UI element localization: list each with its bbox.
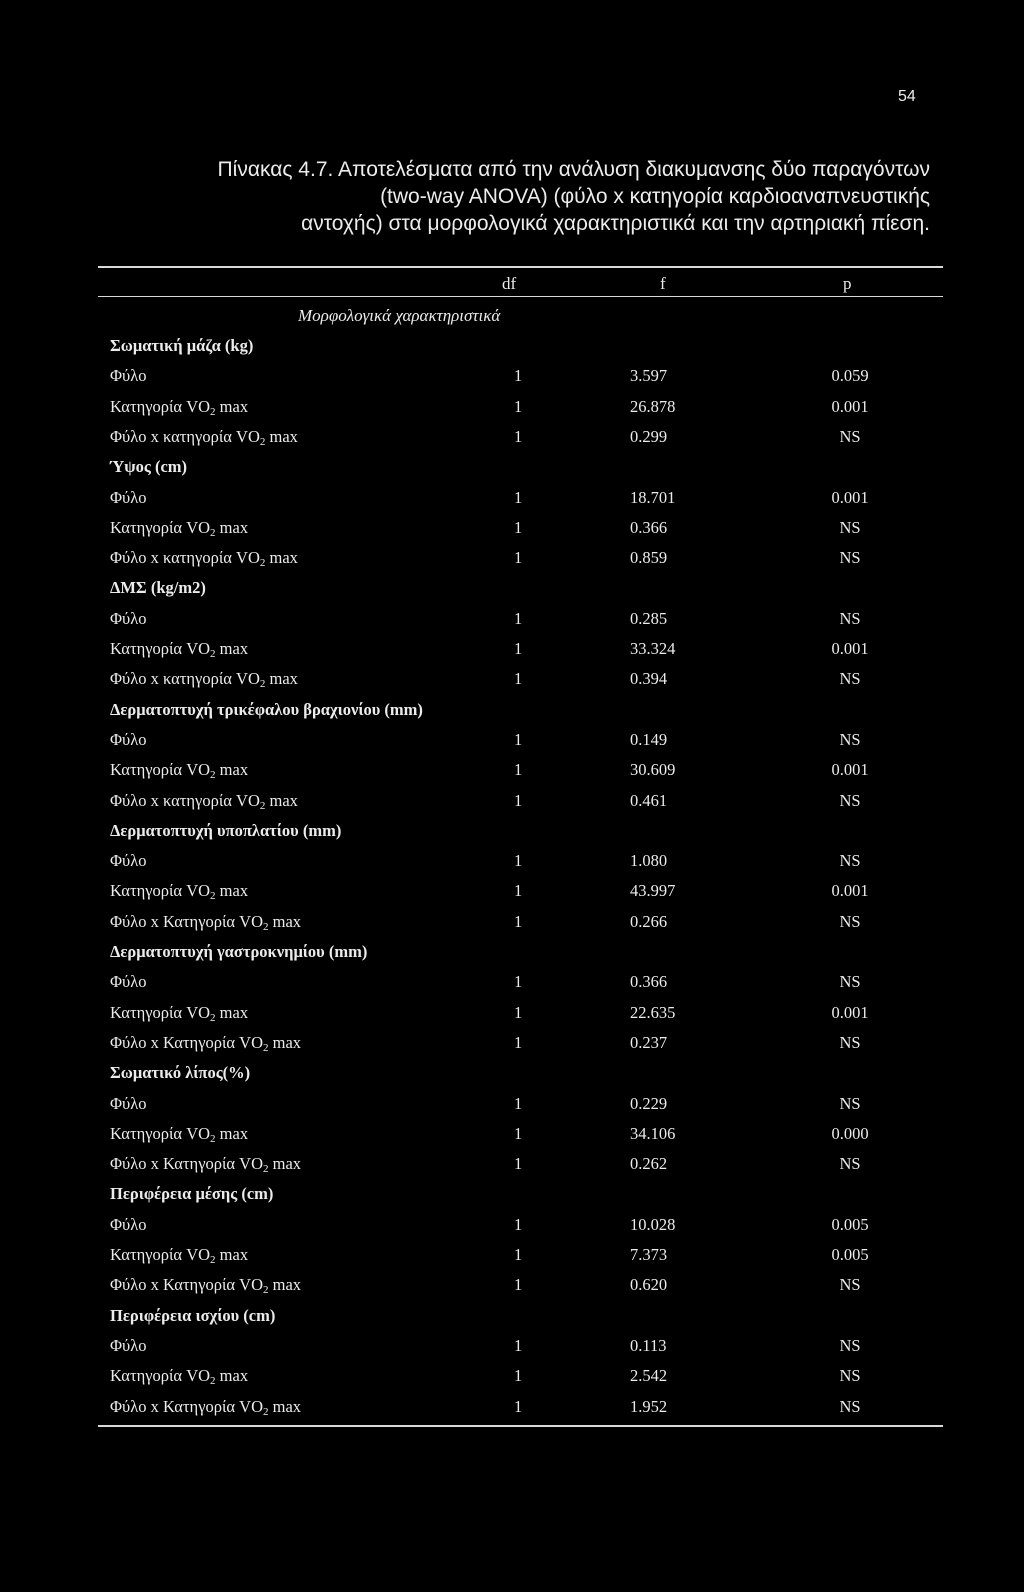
table-row: [0, 967, 1024, 997]
cell-f: 0.149: [630, 729, 668, 749]
cell-p: NS: [839, 1366, 861, 1386]
cell-p: 0.005: [831, 1245, 869, 1264]
row-label-subscript: 2: [263, 920, 269, 933]
row-label-text: Φύλο x Κατηγορία VO: [110, 1154, 264, 1174]
row-label-text: Φύλο x Κατηγορία VO: [110, 1032, 264, 1052]
cell-f: 0.461: [630, 790, 668, 810]
row-label-text: Κατηγορία VO: [110, 1123, 211, 1143]
cell-f: 0.262: [630, 1154, 668, 1174]
cell-df: 1: [514, 426, 523, 446]
cell-p: NS: [839, 1154, 861, 1174]
cell-df: 1: [514, 972, 523, 992]
table-row: [0, 1270, 1024, 1300]
cell-p: NS: [839, 426, 861, 446]
group-heading-label: ΔΜΣ (kg/m2): [110, 578, 206, 598]
caption-line-2: (two-way ANOVA) (φύλο x κατηγορία καρδιοαναπνευστικής: [380, 185, 930, 208]
row-label-suffix: max: [268, 911, 302, 931]
cell-f: 18.701: [630, 487, 676, 507]
row-label-text: Κατηγορία VO: [110, 639, 211, 658]
row-label-subscript: 2: [259, 557, 266, 570]
cell-df: 1: [514, 669, 523, 689]
cell-f: 1.080: [630, 851, 668, 871]
cell-df: 1: [514, 851, 523, 871]
table-row: [0, 1361, 1024, 1391]
table-group-heading: [0, 452, 1024, 482]
table-row: [0, 392, 1024, 422]
row-label-suffix: max: [265, 669, 298, 689]
cell-df: 1: [514, 517, 523, 537]
column-header-df: df: [502, 274, 517, 293]
row-label-subscript: 2: [259, 678, 266, 691]
group-heading-label: Περιφέρεια ισχίου (cm): [110, 1305, 276, 1325]
row-label-text: Φύλο: [110, 487, 147, 507]
cell-df: 1: [514, 1032, 523, 1052]
row-label-subscript: 2: [210, 1011, 216, 1024]
cell-f: 0.366: [630, 517, 668, 537]
cell-p: NS: [839, 1093, 861, 1113]
cell-p: NS: [839, 608, 861, 628]
row-label-text: Κατηγορία VO: [110, 760, 211, 780]
cell-p: 0.001: [831, 760, 869, 780]
cell-df: 1: [514, 396, 523, 416]
table-group-heading: [0, 331, 1024, 361]
cell-df: 1: [514, 1123, 523, 1143]
table-row: [0, 786, 1024, 816]
table-row: [0, 634, 1024, 664]
row-label-text: Φύλο x Κατηγορία VO: [110, 1275, 264, 1295]
group-heading-label: Περιφέρεια μέσης (cm): [110, 1184, 274, 1204]
cell-df: 1: [514, 366, 523, 386]
table-group-heading: [0, 1301, 1024, 1331]
cell-df: 1: [514, 911, 523, 931]
table-row: [0, 846, 1024, 876]
row-label-suffix: max: [268, 1032, 302, 1052]
table-row: [0, 1028, 1024, 1058]
row-label-suffix: max: [215, 1366, 249, 1386]
row-label-subscript: 2: [210, 890, 216, 903]
column-header-f: f: [660, 274, 666, 293]
caption-text-1: Αποτελέσματα από την ανάλυση διακυμανσης δύο παραγόντων: [338, 158, 930, 181]
cell-p: 0.005: [831, 1214, 869, 1234]
cell-p: NS: [839, 1032, 861, 1052]
cell-p: 0.001: [831, 881, 869, 901]
cell-f: 22.635: [630, 1002, 676, 1022]
row-label-text: Κατηγορία VO: [110, 881, 211, 901]
cell-f: 1.952: [630, 1396, 668, 1416]
cell-f: 0.299: [630, 426, 668, 446]
table-row: [0, 664, 1024, 694]
table-row: [0, 1149, 1024, 1179]
row-label-subscript: 2: [210, 1132, 216, 1145]
row-label-suffix: max: [215, 1245, 249, 1264]
row-label-text: Φύλο x Κατηγορία VO: [110, 911, 264, 931]
row-label-suffix: max: [215, 760, 249, 780]
row-label: [110, 1089, 146, 1119]
table-row: [0, 1392, 1024, 1422]
cell-p: 0.001: [831, 487, 869, 507]
row-label-suffix: max: [265, 548, 298, 568]
cell-f: 0.113: [630, 1335, 667, 1355]
column-header-p: p: [843, 274, 852, 293]
row-label-subscript: 2: [263, 1041, 269, 1054]
row-label-text: Φύλο: [110, 608, 147, 628]
cell-p: NS: [839, 790, 861, 810]
caption-line-3: αντοχής) στα μορφολογικά χαρακτηριστικά και την αρτηριακή πίεση.: [301, 212, 930, 235]
cell-df: 1: [514, 1214, 523, 1234]
row-label: [110, 483, 146, 513]
row-label: [110, 846, 146, 876]
table-row: [0, 1119, 1024, 1149]
cell-p: NS: [839, 1335, 861, 1355]
cell-p: NS: [839, 1275, 861, 1295]
page-number: 54: [898, 88, 916, 105]
cell-f: 3.597: [630, 366, 668, 386]
group-heading-label: Σωματικό λίπος(%): [110, 1063, 251, 1083]
row-label-text: Φύλο: [110, 972, 147, 992]
row-label-suffix: max: [215, 517, 249, 537]
cell-f: 33.324: [630, 639, 676, 658]
row-label-text: Φύλο: [110, 366, 147, 386]
cell-df: 1: [514, 1093, 523, 1113]
row-label: [110, 725, 146, 755]
row-label-suffix: max: [215, 639, 249, 658]
table-caption: [150, 156, 930, 237]
cell-f: 0.237: [630, 1032, 668, 1052]
table-row: [0, 361, 1024, 391]
group-heading-label: Δερματοπτυχή υποπλατίου (mm): [110, 820, 342, 840]
table-row: [0, 604, 1024, 634]
cell-df: 1: [514, 729, 523, 749]
cell-df: 1: [514, 790, 523, 810]
cell-df: 1: [514, 760, 523, 780]
table-row: [0, 725, 1024, 755]
group-heading-label: Δερματοπτυχή γαστροκνημίου (mm): [110, 942, 368, 961]
cell-df: 1: [514, 608, 523, 628]
cell-df: 1: [514, 1366, 523, 1386]
row-label-suffix: max: [215, 396, 249, 416]
row-label-subscript: 2: [210, 1375, 216, 1388]
row-label: [110, 1392, 301, 1427]
row-label: [110, 967, 146, 997]
table-bottom-rule: [98, 1425, 943, 1427]
cell-f: 0.366: [630, 972, 668, 992]
table-row: [0, 1210, 1024, 1240]
cell-df: 1: [514, 548, 523, 568]
table-row: [0, 876, 1024, 906]
row-label-suffix: max: [215, 1123, 249, 1143]
cell-p: 0.001: [831, 1002, 869, 1022]
table-row: [0, 422, 1024, 452]
row-label-text: Κατηγορία VO: [110, 1002, 211, 1022]
row-label-subscript: 2: [210, 1254, 216, 1266]
cell-f: 0.285: [630, 608, 668, 628]
row-label-suffix: max: [268, 1154, 302, 1174]
table-row: [0, 755, 1024, 785]
table-row: [0, 513, 1024, 543]
cell-df: 1: [514, 881, 523, 901]
table-row: [0, 1240, 1024, 1270]
row-label-text: Φύλο: [110, 1093, 147, 1113]
row-label-text: Κατηγορία VO: [110, 517, 211, 537]
row-label-suffix: max: [215, 881, 249, 901]
row-label-subscript: 2: [210, 769, 216, 782]
table-group-heading: [0, 695, 1024, 725]
row-label-text: Φύλο: [110, 851, 147, 871]
section-title: Μορφολογικά χαρακτηριστικά: [298, 306, 501, 325]
table-group-heading: [0, 937, 1024, 967]
row-label-text: Κατηγορία VO: [110, 1366, 211, 1386]
caption-label: Πίνακας 4.7.: [217, 158, 334, 181]
row-label-text: Φύλο x κατηγορία VO: [110, 426, 260, 446]
cell-df: 1: [514, 1002, 523, 1022]
cell-f: 2.542: [630, 1366, 668, 1386]
row-label-text: Φύλο: [110, 1335, 147, 1355]
cell-p: 0.000: [831, 1123, 869, 1143]
row-label-suffix: max: [265, 790, 298, 810]
row-label-text: Φύλο x κατηγορία VO: [110, 669, 260, 689]
cell-f: 43.997: [630, 881, 676, 901]
row-label: [110, 604, 146, 634]
table-row: [0, 907, 1024, 937]
cell-df: 1: [514, 1335, 523, 1355]
row-label: [110, 1210, 146, 1240]
cell-p: NS: [839, 729, 861, 749]
group-heading-label: Δερματοπτυχή τρικέφαλου βραχιονίου (mm): [110, 699, 423, 719]
cell-df: 1: [514, 639, 523, 658]
group-heading-label: Ύψος (cm): [110, 457, 188, 477]
row-label-subscript: 2: [210, 526, 216, 539]
cell-f: 0.266: [630, 911, 668, 931]
row-label-text: Φύλο x κατηγορία VO: [110, 548, 260, 568]
cell-f: 30.609: [630, 760, 676, 780]
row-label-subscript: 2: [210, 405, 216, 418]
row-label-text: Κατηγορία VO: [110, 1245, 211, 1264]
cell-p: NS: [839, 669, 861, 689]
cell-f: 0.394: [630, 669, 668, 689]
row-label: [110, 1331, 146, 1361]
table-group-heading: [0, 1179, 1024, 1209]
row-label-text: Κατηγορία VO: [110, 396, 211, 416]
cell-p: NS: [839, 851, 861, 871]
cell-p: 0.001: [831, 639, 869, 658]
cell-p: NS: [839, 1396, 861, 1416]
row-label-suffix: max: [265, 426, 298, 446]
cell-df: 1: [514, 1245, 523, 1264]
table-row: [0, 1089, 1024, 1119]
cell-p: 0.059: [831, 366, 869, 386]
cell-f: 0.859: [630, 548, 668, 568]
cell-f: 10.028: [630, 1214, 676, 1234]
table-group-heading: [0, 573, 1024, 603]
cell-f: 7.373: [630, 1245, 668, 1264]
cell-df: 1: [514, 1154, 523, 1174]
cell-p: NS: [839, 911, 861, 931]
cell-f: 34.106: [630, 1123, 676, 1143]
group-heading-label: Σωματική μάζα (kg): [110, 336, 254, 355]
table-row: [0, 483, 1024, 513]
row-label-text: Φύλο: [110, 1214, 147, 1234]
caption-line-1: [150, 156, 930, 183]
cell-df: 1: [514, 487, 523, 507]
row-label-subscript: 2: [263, 1163, 269, 1176]
table-group-heading: [0, 816, 1024, 846]
cell-f: 0.229: [630, 1093, 668, 1113]
table-row: [0, 543, 1024, 573]
row-label-suffix: max: [268, 1275, 302, 1295]
row-label-suffix: max: [215, 1002, 249, 1022]
row-label: [110, 361, 146, 391]
row-label-subscript: 2: [263, 1284, 269, 1297]
cell-p: NS: [839, 517, 861, 537]
cell-f: 0.620: [630, 1275, 668, 1295]
cell-df: 1: [514, 1275, 523, 1295]
cell-f: 26.878: [630, 396, 676, 416]
row-label-text: Φύλο x Κατηγορία VO: [110, 1396, 264, 1416]
row-label-subscript: 2: [259, 435, 266, 448]
cell-p: NS: [839, 972, 861, 992]
row-label-text: Φύλο x κατηγορία VO: [110, 790, 260, 810]
row-label-text: Φύλο: [110, 729, 147, 749]
row-label-subscript: 2: [210, 648, 216, 660]
row-label-subscript: 2: [259, 799, 266, 812]
cell-df: 1: [514, 1396, 523, 1416]
table-header-rule: [98, 296, 943, 297]
row-label-subscript: 2: [263, 1405, 269, 1418]
table-row: [0, 998, 1024, 1028]
table-row: [0, 1331, 1024, 1361]
table-top-rule: [98, 266, 943, 268]
cell-p: NS: [839, 548, 861, 568]
cell-p: 0.001: [831, 396, 869, 416]
table-group-heading: [0, 1058, 1024, 1088]
row-label-suffix: max: [268, 1396, 302, 1416]
